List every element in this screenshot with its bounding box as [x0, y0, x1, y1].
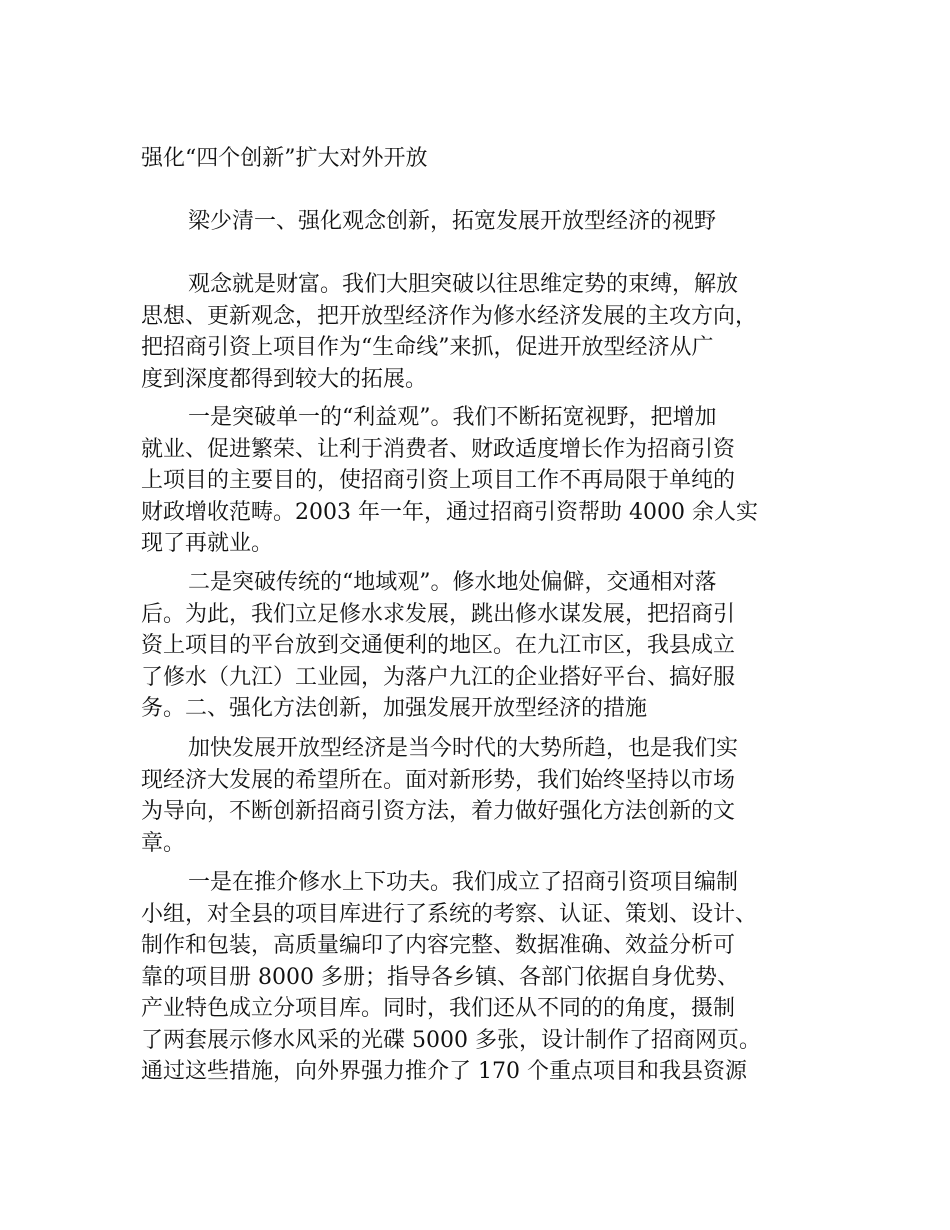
- paragraph-line: 了两套展示修水风采的光碟 5000 多张，设计制作了招商网页。: [141, 1027, 761, 1053]
- paragraph-line: 小组，对全县的项目库进行了系统的考察、认证、策划、设计、: [141, 901, 758, 927]
- paragraph-concept-wealth: [141, 269, 831, 395]
- paragraph-line: 了修水（九江）工业园，为落户九江的企业搭好平台、搞好服: [141, 664, 736, 690]
- paragraph-line: 观念就是财富。我们大胆突破以往思维定势的束缚，解放: [188, 272, 739, 297]
- paragraph-line: 一是在推介修水上下功夫。我们成立了招商引资项目编制: [188, 870, 739, 895]
- paragraph-line: 靠的项目册 8000 多册；指导各乡镇、各部门依据自身优势、: [141, 964, 739, 990]
- paragraph-line: 制作和包装，高质量编印了内容完整、数据准确、效益分析可: [141, 933, 736, 958]
- paragraph-line: 梁少清一、强化观念创新，拓宽发展开放型经济的视野: [188, 209, 717, 234]
- paragraph-line: 产业特色成立分项目库。同时，我们还从不同的的角度，摄制: [141, 996, 736, 1021]
- paragraph-line: 财政增收范畴。2003 年一年，通过招商引资帮助 4000 余人实: [141, 499, 758, 525]
- paragraph-open-economy: [141, 733, 831, 859]
- paragraph-author-section-one: [141, 206, 831, 238]
- paragraph-line: 一是突破单一的“利益观”。我们不断拓宽视野，把增加: [188, 405, 717, 430]
- paragraph-region-view: [141, 567, 831, 725]
- paragraph-line: 后。为此，我们立足修水求发展，跳出修水谋发展，把招商引: [141, 601, 736, 627]
- paragraph-line: 度到深度都得到较大的拓展。: [141, 366, 428, 392]
- paragraph-line: 章。: [141, 830, 186, 856]
- paragraph-line: 思想、更新观念，把开放型经济作为修水经济发展的主攻方向，: [141, 303, 758, 329]
- paragraph-line: 现经济大发展的希望所在。面对新形势，我们始终坚持以市场: [141, 767, 736, 793]
- paragraph-line: 上项目的主要目的，使招商引资上项目工作不再局限于单纯的: [141, 468, 736, 493]
- paragraph-line: 把招商引资上项目作为“生命线”来抓，促进开放型经济从广: [141, 335, 714, 360]
- paragraph-line: 资上项目的平台放到交通便利的地区。在九江市区，我县成立: [141, 633, 736, 658]
- paragraph-line: 加快发展开放型经济是当今时代的大势所趋，也是我们实: [188, 736, 739, 761]
- paragraph-line: 现了再就业。: [141, 531, 274, 556]
- paragraph-promotion: [141, 867, 831, 1088]
- paragraph-line: 通过这些措施，向外界强力推介了 170 个重点项目和我县资源: [141, 1059, 747, 1084]
- paragraph-line: 为导向，不断创新招商引资方法，着力做好强化方法创新的文: [141, 799, 736, 824]
- paragraph-line: 二是突破传统的“地域观”。修水地处偏僻，交通相对落: [188, 570, 717, 595]
- paragraph-interest-view: [141, 402, 831, 560]
- paragraph-line: 务。二、强化方法创新，加强发展开放型经济的措施: [141, 696, 648, 721]
- document-title: [141, 143, 831, 175]
- title-line: 强化“四个创新”扩大对外开放: [141, 146, 428, 171]
- paragraph-line: 就业、促进繁荣、让利于消费者、财政适度增长作为招商引资: [141, 436, 736, 462]
